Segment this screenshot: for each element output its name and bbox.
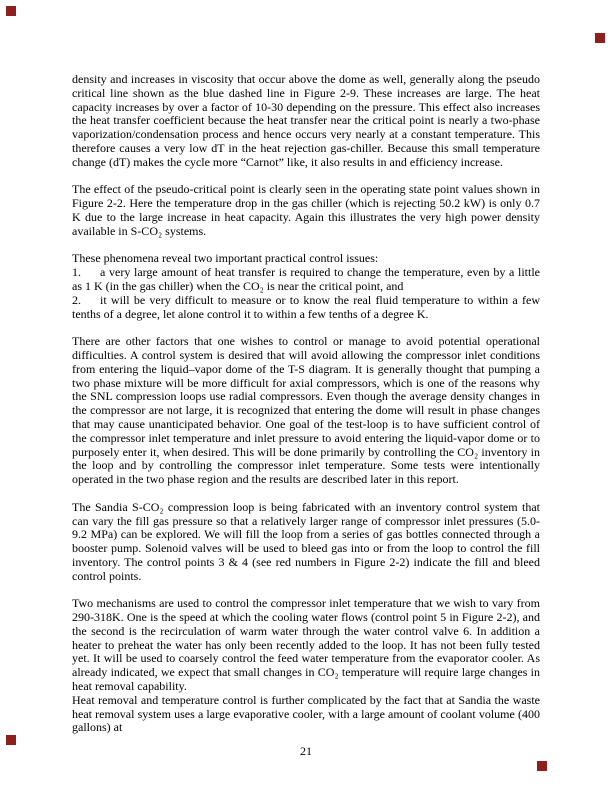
paragraph-control-factors: There are other factors that one wishes to control or manage to avoid potential operational difficulties. A control system is desired that will avoid allowing the compressor inlet conditions from entering the liquid–vapor dome of the T-S diagram. It is generally thought that pumping a two phase mixture will be more difficult for axial compressors, which is one of the reasons why the SNL compression loops use radial compressors. Even though the average density changes in the compressor are not large, it is recognized that entering the dome will result in phase changes that may cause unanticipated behavior. One goal of the test-loop is to have sufficient control of the compressor inlet temperature and inlet pressure to avoid entering the liquid-vapor dome or to purposely enter it, when desired. This will be done primarily by controlling the CO₂ inventory in the loop and by controlling the compressor inlet temperature. Some tests were intentionally operated in the two phase region and the results are described later in this report. — [72, 334, 540, 487]
corner-marker-bottom-right — [537, 761, 547, 771]
paragraph-inventory-control: The Sandia S-CO₂ compression loop is being fabricated with an inventory control system that can vary the fill gas pressure so that a relatively larger range of compressor inlet pressures (5.0-9.2 MPa) can be explored. We will fill the loop from a series of gas bottles connected through a booster pump. Solenoid valves will be used to bleed gas into or from the loop to control the fill inventory. The control points 3 & 4 (see red numbers in Figure 2-2) indicate the fill and bleed control points. — [72, 499, 540, 583]
paragraph-heat-removal: Heat removal and temperature control is further complicated by the fact that at Sandia the waste heat removal system uses a large evaporative cooler, with a large amount of coolant volume (400 gallons) at — [72, 692, 540, 735]
paragraph-issues-intro: These phenomena reveal two important practical control issues: — [72, 251, 379, 266]
page-body-text — [72, 73, 540, 735]
list-item-1-number: 1. — [72, 265, 81, 280]
list-item-2-number: 2. — [72, 292, 81, 307]
corner-marker-bottom-left — [6, 735, 16, 745]
corner-marker-top-left — [6, 6, 16, 16]
list-item-2 — [72, 294, 540, 322]
list-item-1 — [72, 266, 540, 294]
paragraph-density-viscosity: density and increases in viscosity that occur above the dome as well, generally along the pseudo critical line shown as the blue dashed line in Figure 2-9. These increases are large. The heat capacity increases by over a factor of 10-30 depending on the pressure. This effect also increases the heat transfer coefficient because the heat transfer near the critical point is nearly a two-phase vaporization/condensation process and hence occurs very nearly at a constant temperature. This therefore causes a very low dT in the heat rejection gas-chiller. Because this small temperature change (dT) makes the cycle more “Carnot” like, it also results in and efficiency increase. — [72, 72, 540, 169]
corner-marker-top-right — [595, 33, 605, 43]
paragraph-pseudo-critical: The effect of the pseudo-critical point is clearly seen in the operating state point values shown in Figure 2-2. Here the temperature drop in the gas chiller (which is rejecting 50.2 kW) is only 0.7 K due to the large increase in heat capacity. Again this illustrates the very high power density available in S-CO₂ systems. — [72, 182, 540, 238]
list-item-2-text: it will be very difficult to measure or to know the real fluid temperature to within a few tenths of a degree, let alone control it to within a few tenths of a degree K. — [72, 292, 540, 321]
paragraph-two-mechanisms: Two mechanisms are used to control the compressor inlet temperature that we wish to vary from 290-318K. One is the speed at which the cooling water flows (control point 5 in Figure 2-2), and the second is the recirculation of warm water through the water control valve 6. In addition a heater to preheat the water has only been recently added to the loop. It has not been fully tested yet. It will be used to coarsely control the feed water temperature from the evaporator cooler. As already indicated, we expect that small changes in CO₂ temperature will require large changes in heat removal capability. — [72, 596, 540, 694]
page-number: 21 — [300, 744, 312, 758]
list-item-1-text: a very large amount of heat transfer is required to change the temperature, even by a little as 1 K (in the gas chiller) when the CO₂ is near the critical point, and — [72, 265, 540, 293]
